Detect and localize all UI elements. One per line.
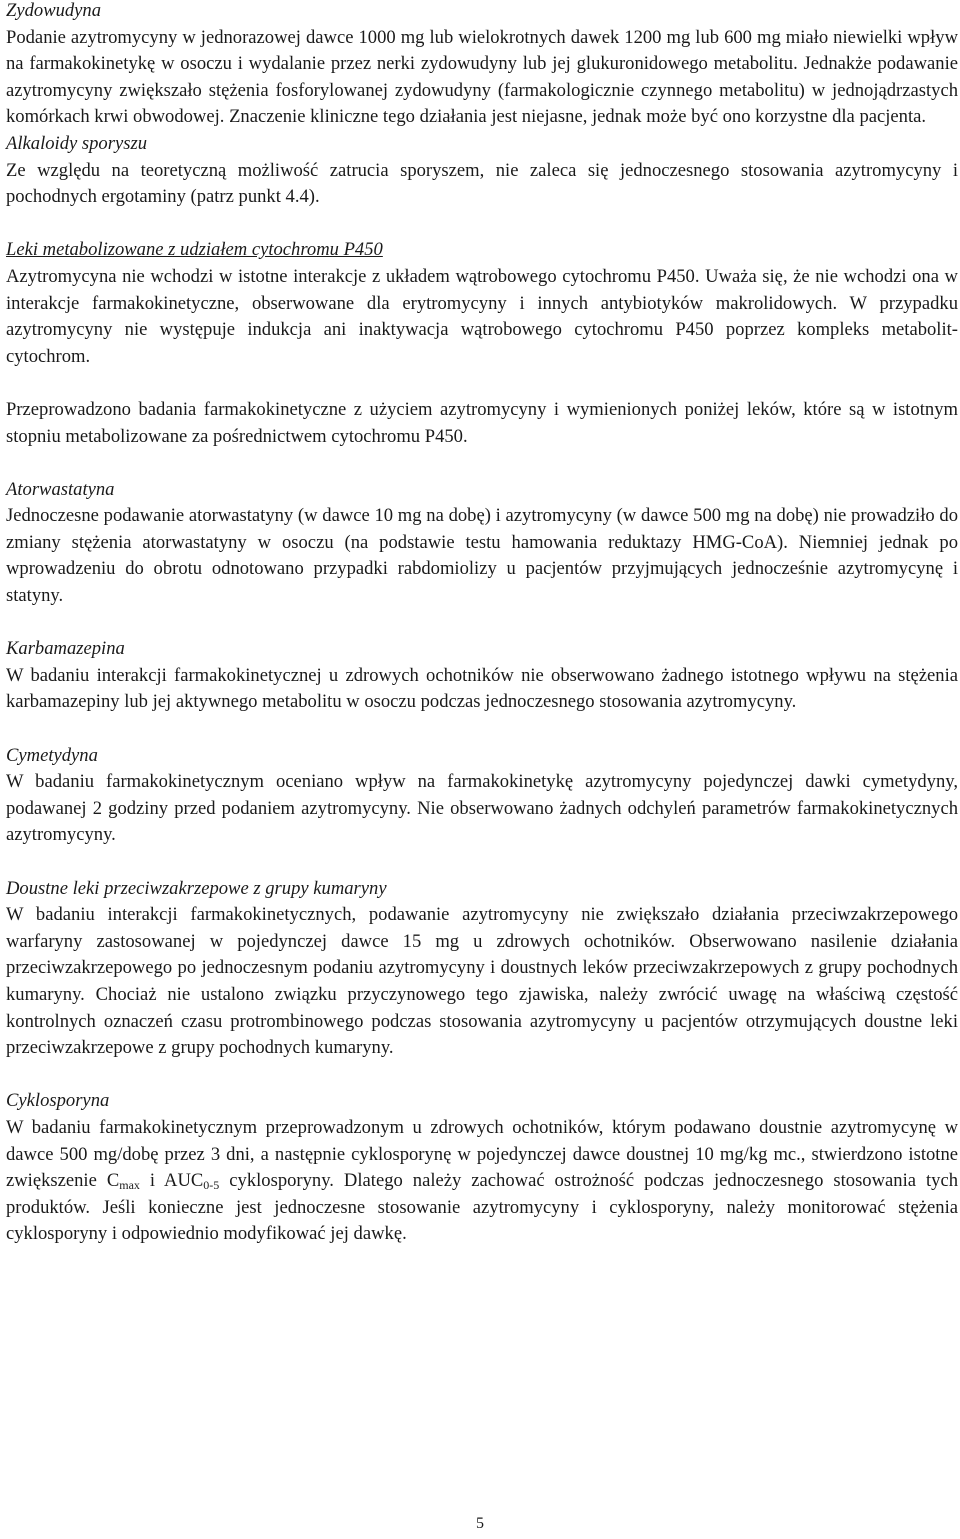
section-paragraph: Przeprowadzono badania farmakokinetyczne z użyciem azytromycyny i wymienionych poniżej leków, które są w istotnym stopniu metabolizowane za pośrednictwem cytochromu P450.: [6, 398, 958, 447]
section-paragraph: W badaniu interakcji farmakokinetycznej u zdrowych ochotników nie obserwowano żadnego istotnego wpływu na stężenia karbamazepiny lub jej aktywnego metabolitu w osoczu podczas jednoczesnego stosowania azytromycyny.: [6, 664, 958, 713]
section-cymetydyna: [6, 743, 958, 849]
section-paragraph: W badaniu farmakokinetycznym oceniano wpływ na farmakokinetykę azytromycyny pojedynczej dawki cymetydyny, podawanej 2 godziny przed podaniem azytromycyny. Nie obserwowano żadnych odchyleń parametrów farmakokinetycznych azytromycyny.: [6, 771, 958, 846]
subscript-max: max: [119, 1178, 140, 1193]
page-number: 5: [476, 1515, 484, 1532]
section-heading: Karbamazepina: [6, 638, 125, 660]
section-heading: Alkaloidy sporyszu: [6, 132, 147, 154]
section-paragraph: Ze względu na teoretyczną możliwość zatrucia sporyszem, nie zaleca się jednoczesnego stosowania azytromycyny i pochodnych ergotaminy (patrz punkt 4.4).: [6, 159, 958, 208]
section-paragraph: [6, 1115, 958, 1248]
section-cyklosporyna: [6, 1088, 958, 1248]
document-page: [6, 0, 958, 1248]
subscript-auc-range: 0-5: [203, 1178, 220, 1193]
section-heading: Doustne leki przeciwzakrzepowe z grupy kumaryny: [6, 877, 387, 899]
section-heading: Zydowudyna: [6, 0, 102, 21]
section-karbamazepina: [6, 636, 958, 716]
paragraph-text: cyklosporyny. Dlatego należy zachować ostrożność podczas jednoczesnego stosowania tych produktów. Jeśli konieczne jest jednoczesne stosowanie azytromycyny i cyklosporyny, należy monitorować stężenia cyklosporyny i odpowiednio modyfikować jej dawkę.: [6, 1170, 958, 1245]
section-paragraph: Podanie azytromycyny w jednorazowej dawce 1000 mg lub wielokrotnych dawek 1200 mg lub 600 mg miało niewielki wpływ na farmakokinetykę w osoczu i wydalanie przez nerki zydowudyny lub jej glukuronidowego metabolitu. Jednakże podawanie azytromycyny zwiększało stężenia fosforylowanej zydowudyny (farmakologicznie czynnego metabolitu) w jednojądrzastych komórkach krwi obwodowej. Znaczenie kliniczne tego działania jest niejasne, jednak może być ono korzystne dla pacjenta.: [6, 26, 958, 128]
section-intro: [6, 397, 958, 450]
section-cytochrom-p450: [6, 237, 958, 370]
section-heading: Cyklosporyna: [6, 1090, 110, 1112]
section-atorwastatyna: [6, 477, 958, 610]
section-heading: Leki metabolizowane z udziałem cytochromu P450: [6, 239, 383, 261]
section-paragraph: Jednoczesne podawanie atorwastatyny (w dawce 10 mg na dobę) i azytromycyny (w dawce 500 mg na dobę) nie prowadziło do zmiany stężenia atorwastatyny w osoczu (na podstawie testu hamowania reduktazy HMG-CoA). Niemniej jednak po wprowadzeniu do obrotu odnotowano przypadki rabdomiolizy u pacjentów przyjmujących jednocześnie azytromycynę i statyny.: [6, 505, 958, 607]
section-zydowudyna: [6, 0, 958, 131]
paragraph-text: W badaniu farmakokinetycznym przeprowadzonym u zdrowych ochotników, którym podawano doustnie azytromycynę w dawce 500 mg/dobę przez 3 dni, a następnie cyklosporynę w pojedynczej dawce doustnej 10 mg/kg mc., stwierdzono istotne zwiększenie C: [6, 1116, 958, 1192]
section-heading: Atorwastatyna: [6, 478, 115, 500]
section-heading: Cymetydyna: [6, 744, 98, 766]
section-alkaloidy-sporyszu: [6, 131, 958, 211]
section-paragraph: W badaniu interakcji farmakokinetycznych, podawanie azytromycyny nie zwiększało działania przeciwzakrzepowego warfaryny zastosowanej w pojedynczej dawce 15 mg u zdrowych ochotników. Obserwowano nasilenie działania przeciwzakrzepowego po jednoczesnym podaniu azytromycyny i doustnych leków przeciwzakrzepowych z grupy pochodnych kumaryny. Chociaż nie ustalono związku przyczynowego tego zjawiska, należy zwrócić uwagę na właściwą częstość kontrolnych oznaczeń czasu protrombinowego podczas stosowania azytromycyny u pacjentów otrzymujących doustne leki przeciwzakrzepowe z grupy pochodnych kumaryny.: [6, 904, 958, 1059]
section-kumaryny: [6, 876, 958, 1062]
paragraph-text: i AUC: [139, 1170, 204, 1192]
section-paragraph: Azytromycyna nie wchodzi w istotne interakcje z układem wątrobowego cytochromu P450. Uważa się, że nie wchodzi ona w interakcje farmakokinetyczne, obserwowane dla erytromycyny i innych antybiotyków makrolidowych. W przypadku azytromycyny nie występuje indukcja ani inaktywacja wątrobowego cytochromu P450 poprzez kompleks metabolit-cytochrom.: [6, 265, 958, 367]
